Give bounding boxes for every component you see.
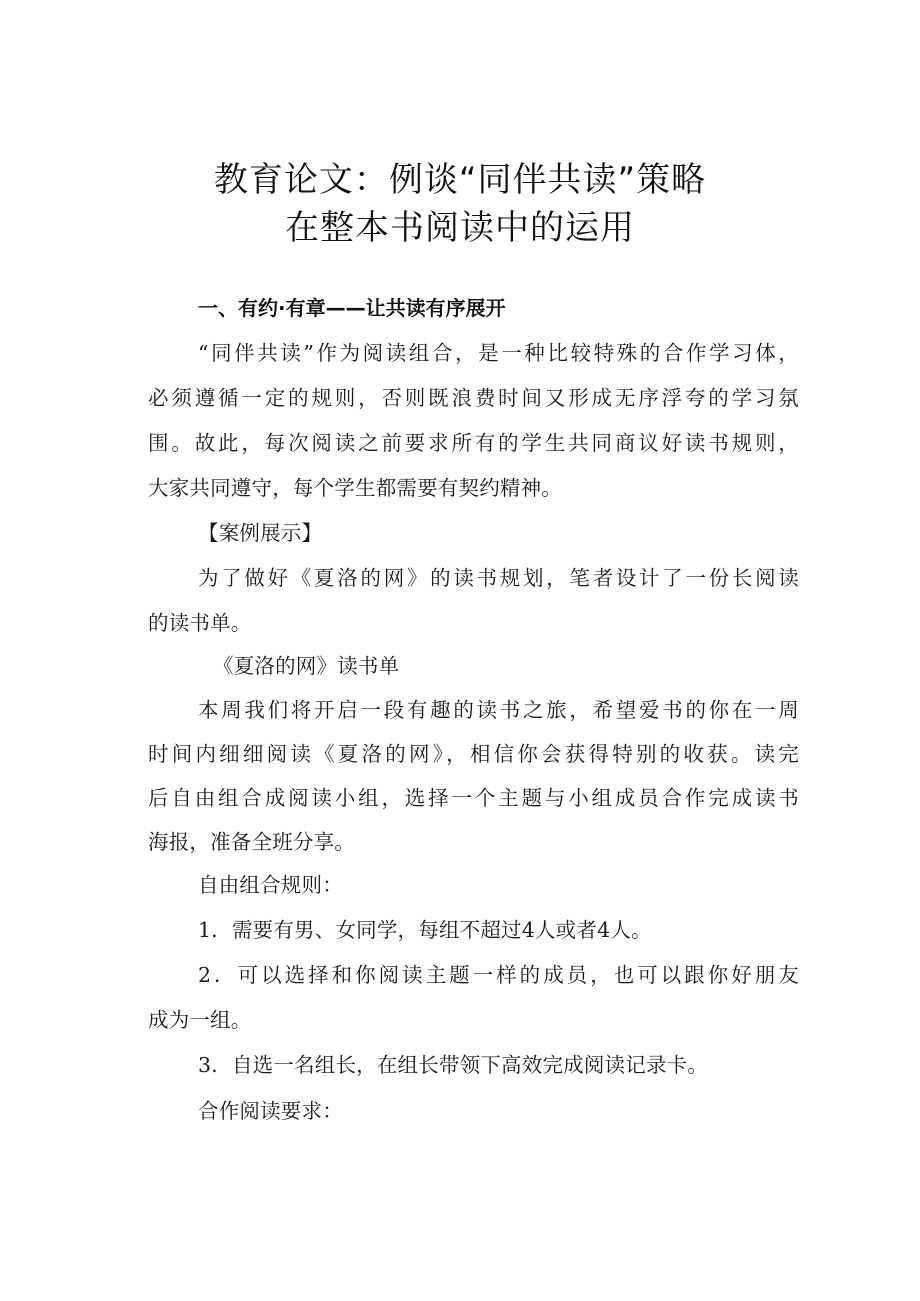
rule-item-3: 3．自选一名组长，在组长带领下高效完成阅读记录卡。 bbox=[198, 1053, 709, 1077]
paragraph-line: 海报，准备全班分享。 bbox=[148, 830, 355, 854]
paragraph-line: 必须遵循一定的规则，否则既浪费时间又形成无序浮夸的学习氛 bbox=[148, 386, 799, 410]
paragraph-line: 本周我们将开启一段有趣的读书之旅，希望爱书的你在一周 bbox=[198, 698, 799, 722]
rule-item-2-continued: 成为一组。 bbox=[148, 1008, 252, 1032]
reading-list-title: 《夏洛的网》读书单 bbox=[213, 654, 400, 678]
section-heading: 一、有约·有章——让共读有序展开 bbox=[198, 296, 506, 320]
paragraph-line: 后自由组合成阅读小组，选择一个主题与小组成员合作完成读书 bbox=[148, 786, 799, 810]
document-title-line-1: 教育论文：例谈“同伴共读”策略 bbox=[213, 160, 707, 200]
document-title-line-2: 在整本书阅读中的运用 bbox=[285, 208, 635, 248]
paragraph-line: “同伴共读”作为阅读组合，是一种比较特殊的合作学习体， bbox=[198, 341, 799, 365]
paragraph-line: 时间内细细阅读《夏洛的网》，相信你会获得特别的收获。读完 bbox=[148, 742, 799, 766]
requirements-label: 合作阅读要求： bbox=[198, 1099, 343, 1123]
paragraph-line: 的读书单。 bbox=[148, 611, 252, 635]
case-label: 【案例展示】 bbox=[198, 521, 323, 545]
paragraph-line: 大家共同遵守，每个学生都需要有契约精神。 bbox=[148, 476, 562, 500]
rule-item-1: 1．需要有男、女同学，每组不超过4人或者4人。 bbox=[198, 918, 652, 942]
rule-item-2: 2．可以选择和你阅读主题一样的成员，也可以跟你好朋友 bbox=[198, 963, 799, 987]
rules-label: 自由组合规则： bbox=[198, 873, 343, 897]
paragraph-line: 为了做好《夏洛的网》的读书规划，笔者设计了一份长阅读 bbox=[198, 566, 799, 590]
paragraph-line: 围。故此，每次阅读之前要求所有的学生共同商议好读书规则， bbox=[148, 431, 799, 455]
